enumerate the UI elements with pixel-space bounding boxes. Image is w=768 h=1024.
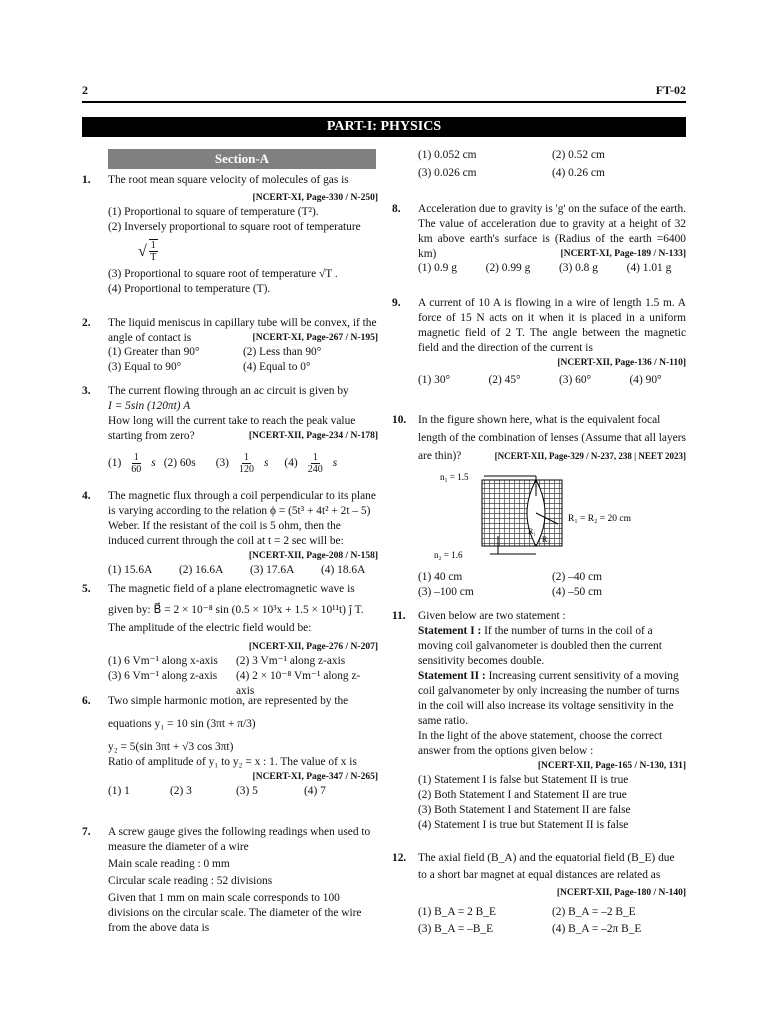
question-3: [82, 384, 378, 479]
option: (2) 16.6A: [179, 564, 224, 576]
option: (3) 6 Vm⁻¹ along z-axis: [108, 670, 218, 682]
option: (2) 60s: [163, 456, 196, 469]
option: (3) 5: [236, 785, 258, 797]
option: (4): [284, 456, 298, 469]
option: (4) 0.26 cm: [552, 167, 605, 179]
option: (4) Equal to 0°: [243, 361, 311, 373]
option: (1) 6 Vm⁻¹ along x-axis: [108, 655, 218, 667]
question-5: [82, 582, 378, 699]
option: (2) 0.52 cm: [552, 149, 605, 161]
question-number: 4.: [82, 490, 91, 502]
option: (1) Greater than 90°: [108, 346, 200, 358]
page-header: [82, 83, 686, 98]
option: (2) 0.99 g: [485, 262, 531, 274]
option: (1) 1: [108, 785, 130, 797]
option: (2) 3: [170, 785, 192, 797]
option: (4) B_A = –2π B_E: [552, 923, 642, 935]
header-rule: [82, 101, 686, 103]
n1-label: n₁ = 1.5: [440, 472, 469, 482]
part-title: PART-I: PHYSICS: [82, 117, 686, 137]
option: (3) Proportional to square root of temperature √T .: [108, 268, 338, 280]
option: (4) 7: [304, 785, 326, 797]
reference: [NCERT-XII, Page-276 / N-207]: [248, 642, 378, 652]
reference: [NCERT-XI, Page-347 / N-265]: [252, 772, 378, 782]
option: (4) 2 × 10⁻⁸ Vm⁻¹ along z-axis: [236, 670, 361, 697]
option: (3) Equal to 90°: [108, 361, 182, 373]
option: (4) 18.6A: [321, 564, 366, 576]
section-title: Section-A: [108, 149, 376, 169]
options-row: (1) $\frac{1}{60}$ s (2) 60s (3) $\frac{1}{120}$ s (4) $\frac{1}{240}$ s: [108, 451, 338, 475]
option: (2) 3 Vm⁻¹ along z-axis: [236, 655, 346, 667]
option: (3): [215, 456, 229, 469]
r1-label: R₁: [528, 527, 537, 536]
question-6: [82, 694, 378, 799]
question-10-options: [418, 570, 686, 600]
question-number: 3.: [82, 385, 91, 397]
test-code: FT-02: [655, 83, 686, 97]
reference: [NCERT-XI, Page-267 / N-195]: [252, 333, 378, 343]
n2-label: n₂ = 1.6: [434, 550, 463, 560]
question-text: The axial field (B_A) and the equatorial field (B_E) due to a short bar magnet at equal distances are related as: [418, 852, 675, 881]
question-text: Given that 1 mm on main scale corresponds to 100 divisions on the circular scale. The diameter of the wire from the above data is: [108, 892, 362, 934]
page-number: 2: [82, 83, 88, 97]
option: (3) –100 cm: [418, 586, 474, 598]
option: (1) B_A = 2 B_E: [418, 906, 496, 918]
reference: [NCERT-XI, Page-189 / N-133]: [560, 249, 686, 259]
question-9: [392, 296, 686, 388]
question-text: The magnetic flux through a coil perpendicular to its plane is varying according to the relation ϕ = (5t³ + 4t² + 2t – 5) Weber. If the resistant of the coil is 5 ohm, then the induced current through the coil at t = 2 sec will be:: [108, 490, 376, 547]
question-12: [392, 850, 686, 938]
option: (2) –40 cm: [552, 571, 602, 583]
option: (3) Both Statement I and Statement II are false: [418, 804, 631, 816]
option: (1) Statement I is false but Statement II is true: [418, 774, 629, 786]
option: (3) 17.6A: [250, 564, 295, 576]
question-number: 9.: [392, 297, 401, 309]
option: (3) B_A = –B_E: [418, 923, 494, 935]
question-11: [392, 609, 686, 833]
option: (1) 30°: [418, 374, 451, 386]
reference: [NCERT-XII, Page-329 / N-237, 238 | NEET 2023]: [494, 451, 686, 461]
question-text: How long will the current take to reach the peak value starting from zero?: [108, 415, 356, 442]
question-number: 6.: [82, 695, 91, 707]
question-text: In the light of the above statement, choose the correct answer from the options given below :: [418, 730, 663, 757]
question-number: 2.: [82, 317, 91, 329]
question-number: 12.: [392, 852, 407, 864]
reference: [NCERT-XII, Page-165 / N-130, 131]: [537, 761, 686, 771]
question-number: 7.: [82, 826, 91, 838]
question-text: A screw gauge gives the following readings when used to measure the diameter of a wire: [108, 826, 371, 853]
question-text: Given below are two statement :: [418, 610, 566, 622]
option: (2) Less than 90°: [243, 346, 322, 358]
question-number: 8.: [392, 203, 401, 215]
question-text: The amplitude of the electric field would be:: [108, 622, 312, 634]
equation: I = 5sin (120πt) A: [108, 400, 191, 412]
radius-label: R₁ = R₂ = 20 cm: [568, 514, 631, 524]
sqrt-fraction: √ $\frac{1}{T}$: [138, 240, 157, 263]
option: (1): [108, 456, 122, 469]
question-7: [82, 825, 378, 936]
option: (2) Inversely proportional to square root of temperature: [108, 221, 361, 233]
question-text: Two simple harmonic motion, are represented by the: [108, 695, 349, 707]
equation: given by: B⃗ = 2 × 10⁻⁸ sin (0.5 × 10³x + 1.5 × 10¹¹t) ĵ T.: [108, 604, 364, 616]
reference: [NCERT-XII, Page-180 / N-140]: [556, 888, 686, 898]
option: (1) Proportional to square of temperature (T²).: [108, 206, 319, 218]
question-text: In the figure shown here, what is the equivalent focal length of the combination of lenses (Assume that all layers are thin)?: [418, 414, 686, 462]
option: (2) Both Statement I and Statement II are true: [418, 789, 627, 801]
lens-figure: [432, 466, 682, 566]
question-10: [392, 411, 686, 463]
reference: [NCERT-XII, Page-234 / N-178]: [248, 431, 378, 441]
option: (1) 0.9 g: [418, 262, 457, 274]
question-number: 10.: [392, 414, 407, 426]
question-number: 5.: [82, 583, 91, 595]
question-number: 1.: [82, 174, 91, 186]
question-7-options: [418, 148, 686, 181]
reference: [NCERT-XI, Page-330 / N-250]: [252, 193, 378, 203]
option: (4) 90°: [629, 374, 662, 386]
option: (2) B_A = –2 B_E: [552, 906, 636, 918]
statement-2: Statement II : Increasing current sensitivity of a moving coil galvanometer by only increasing the number of turns in the coil will also increase its voltage sensitivity in the same ratio.: [418, 670, 680, 727]
question-4: [82, 489, 378, 578]
option: (4) Statement I is true but Statement II is false: [418, 819, 629, 831]
question-2: [82, 316, 378, 375]
question-text: Ratio of amplitude of y₁ to y₂ = x : 1. The value of x is: [108, 756, 357, 768]
option: (3) 0.8 g: [559, 262, 598, 274]
question-text: Circular scale reading : 52 divisions: [108, 875, 273, 887]
question-text: The root mean square velocity of molecules of gas is: [108, 174, 349, 186]
question-1: [82, 173, 378, 297]
option: (1) 15.6A: [108, 564, 153, 576]
question-8: [392, 202, 686, 276]
option: (3) 0.026 cm: [418, 167, 477, 179]
statement-1: Statement I : If the number of turns in the coil of a moving coil galvanometer is doubled then the current sensitivity becomes double.: [418, 625, 662, 667]
option: (3) 60°: [559, 374, 592, 386]
question-text: A current of 10 A is flowing in a wire of length 1.5 m. A force of 15 N acts on it when it is placed in a uniform magnetic field of 2 T. The angle between the magnetic field and the direction of the current is: [418, 297, 686, 354]
equation: equations y₁ = 10 sin (3πt + π/3): [108, 718, 256, 730]
reference: [NCERT-XII, Page-136 / N-110]: [557, 358, 686, 368]
reference: [NCERT-XII, Page-208 / N-158]: [248, 551, 378, 561]
option: (1) 0.052 cm: [418, 149, 477, 161]
question-number: 11.: [392, 610, 406, 622]
r2-label: R₂: [542, 535, 551, 544]
equation: y₂ = 5(sin 3πt + √3 cos 3πt): [108, 741, 234, 753]
question-text: The current flowing through an ac circuit is given by: [108, 385, 349, 397]
question-text: Main scale reading : 0 mm: [108, 858, 230, 870]
option: (2) 45°: [488, 374, 521, 386]
question-text: Acceleration due to gravity is 'g' on the suface of the earth. The value of acceleration due to gravity at a height of 32 km above earth's surface is (Radius of the earth =6400 km): [418, 203, 686, 260]
question-text: The magnetic field of a plane electromagnetic wave is: [108, 583, 355, 595]
option: (4) 1.01 g: [626, 262, 672, 274]
option: (4) –50 cm: [552, 586, 602, 598]
option: (1) 40 cm: [418, 571, 463, 583]
question-text: The liquid meniscus in capillary tube will be convex, if the angle of contact is: [108, 317, 377, 344]
option: (4) Proportional to temperature (T).: [108, 283, 271, 295]
